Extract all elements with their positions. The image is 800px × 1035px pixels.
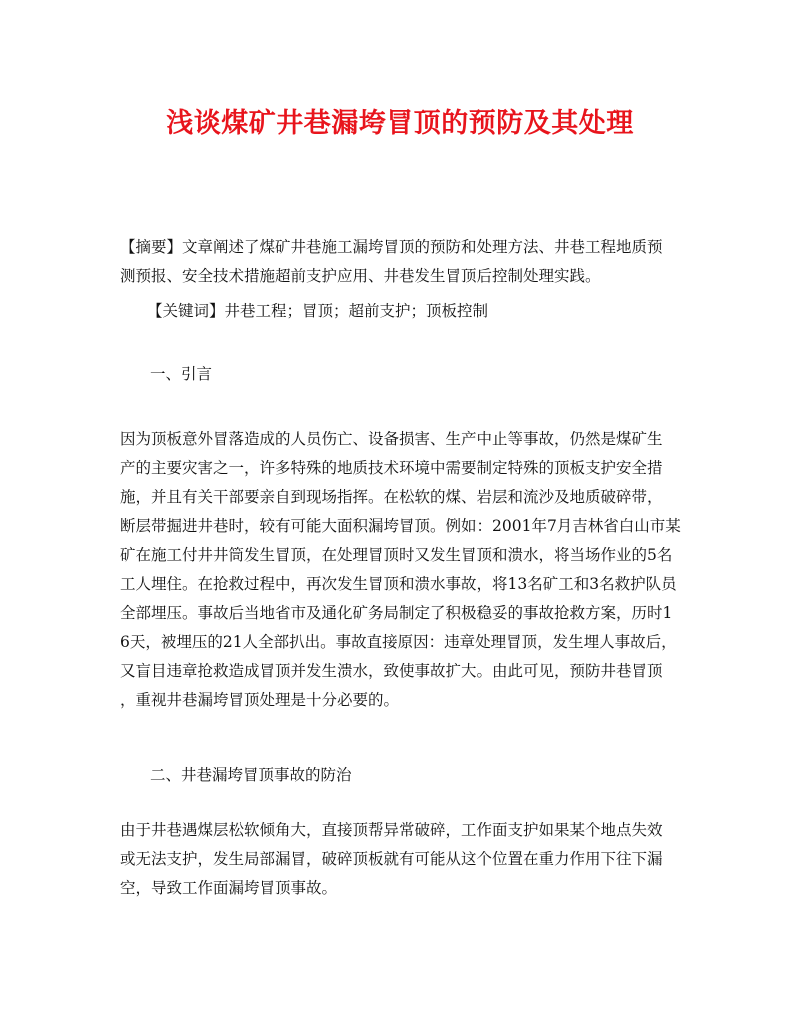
introduction-paragraph — [120, 425, 682, 715]
keywords-line: 【关键词】井巷工程；冒顶；超前支护；顶板控制 — [147, 302, 489, 320]
section-heading-introduction: 一、引言 — [150, 365, 213, 383]
paragraph-line: 产的主要灾害之一，许多特殊的地质技术环境中需要制定特殊的顶板支护安全措 — [120, 459, 663, 477]
prevention-paragraph — [120, 816, 682, 903]
paragraph-line: 因为顶板意外冒落造成的人员伤亡、设备损害、生产中止等事故，仍然是煤矿生 — [120, 430, 663, 448]
paragraph-line: ，重视井巷漏垮冒顶处理是十分必要的。 — [120, 691, 400, 709]
paragraph-line: 工人埋住。在抢救过程中，再次发生冒顶和溃水事故，将13名矿工和3名救护队员 — [120, 575, 677, 593]
paragraph-line: 全部埋压。事故后当地省市及通化矿务局制定了积极稳妥的事故抢救方案，历时1 — [120, 604, 673, 622]
paragraph-line: 6天，被埋压的21人全部扒出。事故直接原因：违章处理冒顶，发生埋人事故后， — [120, 633, 677, 651]
abstract-line: 测预报、安全技术措施超前支护应用、井巷发生冒顶后控制处理实践。 — [120, 267, 601, 285]
paragraph-line: 断层带掘进井巷时，较有可能大面积漏垮冒顶。例如：2001年7月吉林省白山市某 — [120, 517, 681, 535]
abstract-line: 【摘要】文章阐述了煤矿井巷施工漏垮冒顶的预防和处理方法、井巷工程地质预 — [120, 238, 663, 256]
paragraph-line: 空，导致工作面漏垮冒顶事故。 — [120, 879, 338, 897]
document-title: 浅谈煤矿井巷漏垮冒顶的预防及其处理 — [166, 108, 634, 139]
section-heading-prevention: 二、井巷漏垮冒顶事故的防治 — [150, 766, 352, 784]
paragraph-line: 矿在施工付井井筒发生冒顶，在处理冒顶时又发生冒顶和溃水，将当场作业的5名 — [120, 546, 673, 564]
paragraph-line: 又盲目违章抢救造成冒顶并发生溃水，致使事故扩大。由此可见，预防井巷冒顶 — [120, 662, 663, 680]
paragraph-line: 施，并且有关干部要亲自到现场指挥。在松软的煤、岩层和流沙及地质破碎带， — [120, 488, 663, 506]
paragraph-line: 由于井巷遇煤层松软倾角大，直接顶帮异常破碎，工作面支护如果某个地点失效 — [120, 821, 663, 839]
abstract-paragraph — [120, 233, 682, 291]
paragraph-line: 或无法支护，发生局部漏冒，破碎顶板就有可能从这个位置在重力作用下往下漏 — [120, 850, 663, 868]
